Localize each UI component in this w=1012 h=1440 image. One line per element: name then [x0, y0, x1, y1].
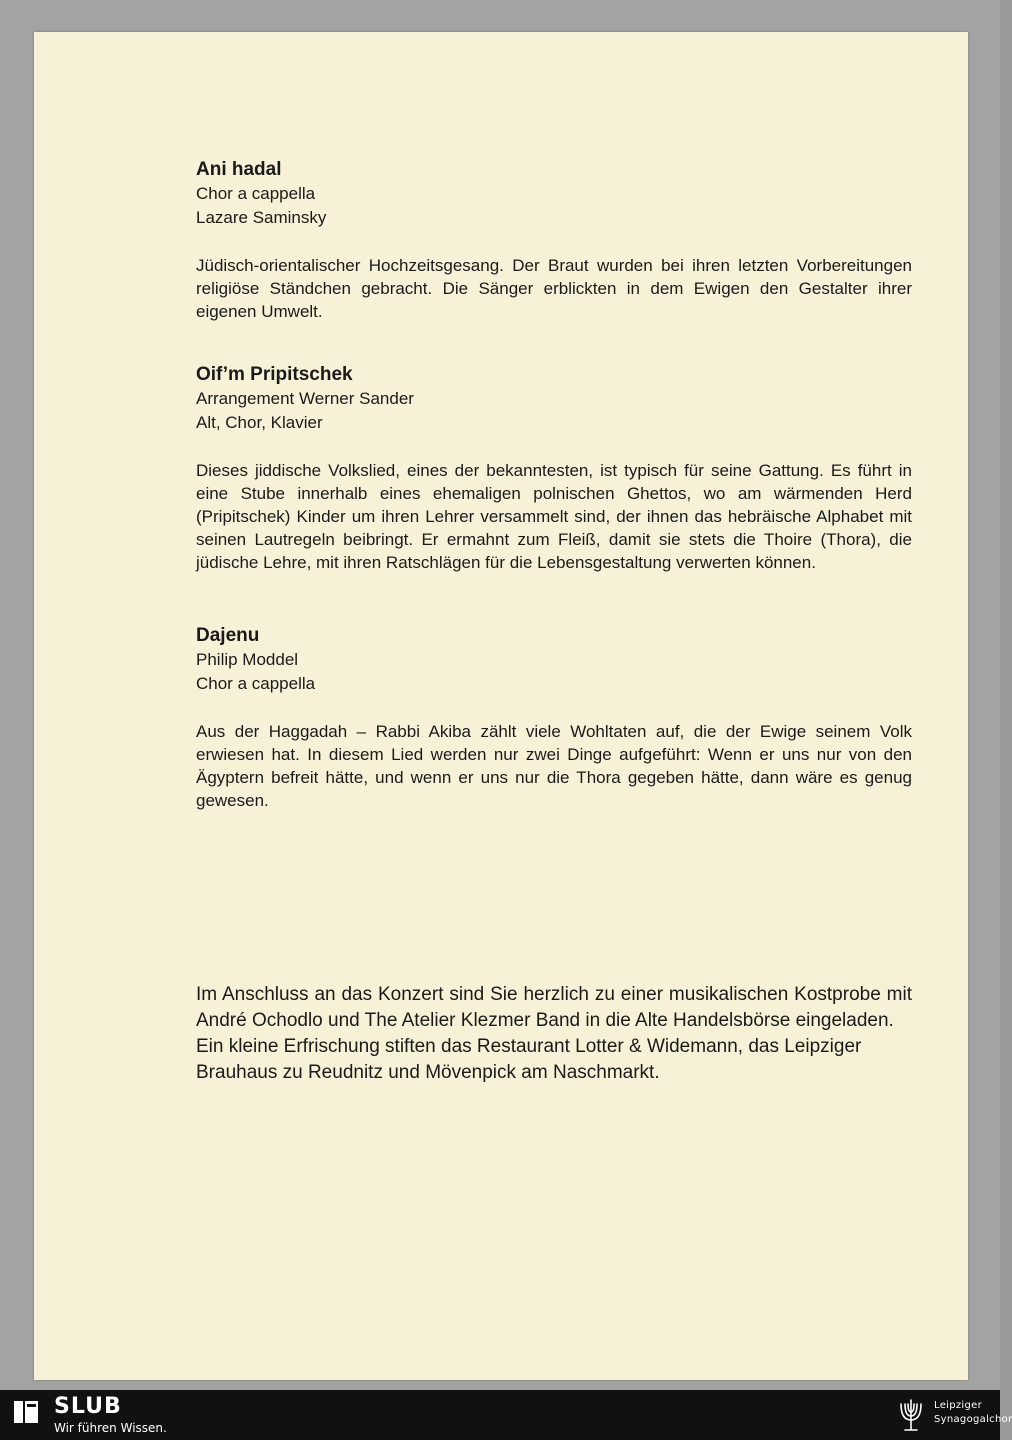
section-title: Ani hadal — [196, 159, 282, 180]
section-description: Jüdisch-orientalischer Hochzeitsgesang. Der Braut wurden bei ihren letzten Vorbereitungen religiöse Ständchen gebracht. Die Sänger erblickten in dem Ewigen den Gestalter ihrer eigenen Umwelt. — [196, 256, 912, 321]
library-tagline: Wir führen Wissen. — [54, 1421, 167, 1435]
library-name[interactable]: SLUB — [54, 1394, 122, 1419]
choir-name — [934, 1399, 1012, 1427]
program-page — [34, 32, 968, 1380]
section-arrangement: Arrangement Werner Sander — [196, 389, 414, 408]
slub-logo-icon[interactable] — [12, 1398, 40, 1426]
section-title: Dajenu — [196, 625, 260, 646]
choir-name-line-1: Leipziger — [934, 1400, 983, 1411]
program-content — [196, 158, 912, 1086]
choir-name-line-2: Synagogalchor — [934, 1414, 1012, 1425]
section-ani-hadal — [196, 158, 912, 323]
section-performers: Alt, Chor, Klavier — [196, 413, 323, 432]
section-dajenu — [196, 624, 912, 812]
section-oifm-pripitschek — [196, 363, 912, 574]
bottom-bar — [0, 1390, 1012, 1440]
section-performers: Chor a cappella — [196, 674, 316, 693]
section-composer: Lazare Saminsky — [196, 208, 327, 227]
section-performers: Chor a cappella — [196, 184, 316, 203]
menorah-icon — [896, 1396, 926, 1434]
section-composer: Philip Moddel — [196, 650, 299, 669]
section-title: Oif’m Pripitschek — [196, 364, 353, 385]
section-description: Dieses jiddische Volkslied, eines der bekanntesten, ist typisch für seine Gattung. Es führt in eine Stube innerhalb eines ehemaligen polnischen Ghettos, wo am wärmenden Herd (Pripitschek) Kinder um ihren Lehrer versammelt sind, der ihnen das hebräische Alphabet mit seinen Lautregeln beibringt. Er ermahnt zum Fleiß, damit sie stets die Thoire (Thora), die jüdische Lehre, mit ihren Ratschlägen für die Lebensgestaltung verwerten können. — [196, 461, 912, 572]
closing-notes — [196, 982, 912, 1086]
sponsors-text: Ein kleine Erfrischung stiften das Restaurant Lotter & Widemann, das Leipziger Brauhaus zu Reudnitz und Mövenpick am Naschmarkt. — [196, 1036, 862, 1083]
invitation-text: Im Anschluss an das Konzert sind Sie herzlich zu einer musikalischen Kostprobe mit André Ochodlo und The Atelier Klezmer Band in die Alte Handelsbörse eingeladen. — [196, 984, 912, 1031]
section-description: Aus der Haggadah – Rabbi Akiba zählt viele Wohltaten auf, die der Ewige seinem Volk erwiesen hat. In diesem Lied werden nur zwei Dinge aufgeführt: Wenn er uns nur von den Ägyptern befreit hätte, und wenn er uns nur die Thora gegeben hätte, dann wäre es genug gewesen. — [196, 722, 912, 810]
